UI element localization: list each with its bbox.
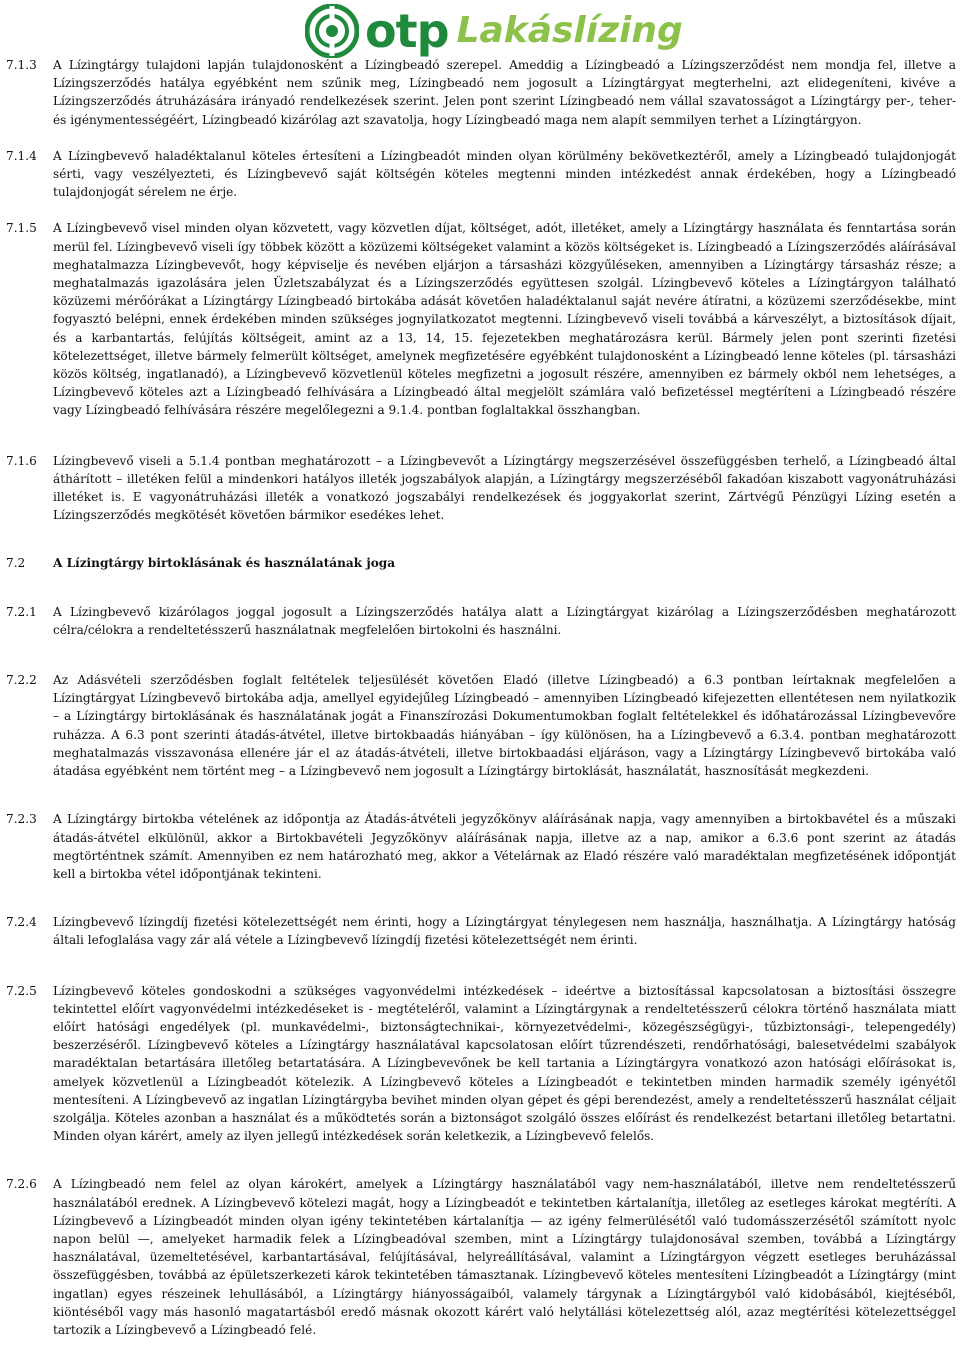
section-number: 7.2.2 xyxy=(6,673,37,688)
section-7-1-5 xyxy=(6,219,956,419)
otp-logo-icon xyxy=(305,4,359,58)
logo-lakaslizing-text: Lakáslízing xyxy=(456,10,683,51)
logo-otp-text: otp xyxy=(365,4,449,58)
section-number: 7.2 xyxy=(6,556,26,571)
section-text: Lízingbevevő lízingdíj fizetési kötelezettségét nem érinti, hogy a Lízingtárgyat ténylegesen nem használja, használhatja. A Lízingtárgy hatóság általi lefoglalása vagy zár alá vétele a Lízingbevevő lízingdíj fizetési kötelezettségét nem érinti. xyxy=(53,915,956,948)
section-7-2-2 xyxy=(6,671,956,780)
section-7-1-4 xyxy=(6,147,956,202)
section-text: A Lízingbeadó nem felel az olyan károkért, amelyek a Lízingtárgy használatából vagy nem-használatából, illetve nem rendeltetésszerű használatából erednek. A Lízingbevevő kötelezi magát, hogy a Lízingbeadót e tekintetben kártalanítja, illetőleg az esetleges károkat megtéríti. A Lízingbevevő a Lízingbeadót minden olyan igény tekintetében kártalanítja — az igény felmerülésétől való tudomásszerzésétől számított nyolc napon belül —, amelyeket harmadik felek a Lízingbeadóval szemben, mint a Lízingtárgy tulajdonosával szemben, továbbá a Lízingtárgy használatával, üzemeltetésével, karbantartásával, felújításával, helyreállításával, valamint a Lízingtárgyon végzett esetleges beruházással összefüggésben, továbbá az épületszerkezeti károk tekintetében támasztanak. Lízingbevevő köteles mentesíteni Lízingbeadót a Lízingtárgy (mint ingatlan) egyes részeinek lehullásából, a Lízingtárgy hiányosságaiból, valamely tárgynak a Lízingtárgyból való kidobásából, kiejtéséből, kiöntéséből vagy más hasonló magatartásból eredő másnak okozott kárért való helytállási kötelezettség alól, azaz megtérítési kötelezettséggel tartozik a Lízingbevevő a Lízingbeadó felé. xyxy=(53,1177,956,1337)
section-text: A Lízingbevevő visel minden olyan közvetett, vagy közvetlen díjat, költséget, adót, illetéket, amely a Lízingtárgy használata és fenntartása során merül fel. Lízingbevevő viseli így többek között a közüzemi költségeket valamint a közös költségeket is. Lízingbeadó a Lízingszerződés aláírásával meghatalmazza Lízingbevevőt, hogy képviselje és nevében eljárjon a társasházi közgyűléseken, amennyiben a Lízingtárgy társasház része; a meghatalmazás igazolására jelen Üzletszabályzat és a Lízingszerződés együttesen szolgál. Lízingbevevő köteles a Lízingtárgyon található közüzemi mérőórákat a Lízingtárgy Lízingbeadó birtokába adását követően haladéktalanul saját nevére átíratni, a közüzemi szerződésekbe, mint fogyasztó belépni, ennek érdekében minden szükséges jognyilatkozatot megtenni. Lízingbevevő viseli továbbá a kárveszélyt, a biztosítások díjait, és a karbantartás, felújítás költségeit, amint az a 13, 14, 15. fejezetekben meghatározásra kerül. Bármely jelen pont szerinti fizetési kötelezettséget, illetve bármely felmerült költséget, amelynek megfizetésére egyébként tulajdonosként a Lízingbeadó lenne köteles (pl. társasházi közös költség, ingatlanadó), a Lízingbevevő közvetlenül köteles megfizetni a jogosult részére, amennyiben ez bármely okból nem lehetséges, a Lízingbevevő köteles azt a Lízingbeadó felhívására a Lízingbeadó által megjelölt számlára való befizetéssel megtéríteni a Lízingbeadó részére vagy Lízingbeadó felhívására részére megelőlegezni a 9.1.4. pontban foglaltakkal összhangban. xyxy=(53,221,956,418)
section-7-2-3 xyxy=(6,810,956,883)
section-text: A Lízingtárgy tulajdoni lapján tulajdonosként a Lízingbeadó szerepel. Ameddig a Lízingbeadó a Lízingszerződést nem mondja fel, illetve a Lízingszerződés hatálya egyébként nem szűnik meg, Lízingbeadó nem jogosult a Lízingtárgyat megterhelni, azt elidegeníteni, kivéve a Lízingszerződés átruházására irányadó rendelkezések szerint. Jelen pont szerint Lízingbeadó nem vállal szavatosságot a Lízingtárgy per-, teher- és igénymentességéért, Lízingbeadó kizárólag azt szavatolja, hogy Lízingbeadó maga nem alapít semmilyen terhet a Lízingtárgyon. xyxy=(53,58,956,127)
section-heading-7-2 xyxy=(6,554,956,572)
section-text: Lízingbevevő viseli a 5.1.4 pontban meghatározott – a Lízingbevevőt a Lízingtárgy megszerzésével összefüggésben terhelő, a Lízingbeadó által áthárított – illetéken felül a mindenkori hatályos illeték jogszabályok alapján, a Lízingtárgy megszerzéséből fakadóan kiszabott vagyonátruházási illetéket is. E vagyonátruházási illeték a vonatkozó jogszabályi rendelkezések és joggyakorlat szerint, Zártvégű Pénzügyi Lízing esetén a Lízingszerződés megkötését követően bármikor esedékes lehet. xyxy=(53,453,956,523)
section-number: 7.1.5 xyxy=(6,221,37,236)
section-number: 7.2.3 xyxy=(6,812,37,827)
section-number: 7.2.5 xyxy=(6,983,37,998)
section-number: 7.1.6 xyxy=(6,453,37,468)
section-7-2-4 xyxy=(6,913,956,949)
section-number: 7.2.6 xyxy=(6,1177,37,1192)
section-7-2-1 xyxy=(6,603,956,639)
section-7-2-5 xyxy=(6,982,956,1146)
document-body xyxy=(6,56,956,1339)
section-heading: A Lízingtárgy birtoklásának és használatának joga xyxy=(53,556,396,571)
section-7-1-6 xyxy=(6,452,956,525)
section-7-2-6 xyxy=(6,1175,956,1339)
section-number: 7.2.4 xyxy=(6,915,37,930)
section-text: Lízingbevevő köteles gondoskodni a szükséges vagyonvédelmi intézkedések – ideértve a biztosítással kapcsolatosan a biztosítási összegre tekintettel előírt vagyonvédelmi intézkedéseket is - megtételéről, valamint a Lízingtárgynak a rendeltetésszerű célokra történő használata miatt előírt hatósági engedélyek (pl. munkavédelmi-, biztonságtechnikai-, környezetvédelmi-, közegészségügyi-, tűzbiztonsági-, telepengedély) beszerzéséről. Lízingbevevő köteles a Lízingtárgy használatával kapcsolatosan előírt tűzrendészeti, rendőrhatósági, balesetvédelmi szabályok maradéktalan betartására illetőleg betartatására. A Lízingbevevőnek be kell tartania a Lízingtárgyra vonatkozó azon hatósági előírásokat is, amelyek közvetlenül a Lízingbeadót kötelezik. A Lízingbevevő köteles a Lízingbeadót e tekintetben minden harmadik személy igényétől mentesíteni. A Lízingbevevő az ingatlan Lízingtárgyba bevihet minden olyan gépet és gépi berendezést, amely a rendeltetésszerű használat céljait szolgálja. Köteles azonban a használat és a működtetés során a biztonságot szolgáló összes előírást és rendelkezést betartani illetőleg betartatni. Minden olyan kárért, amely az ilyen jellegű intézkedések során keletkezik, a Lízingbevevő felelős. xyxy=(53,983,956,1144)
section-number: 7.1.3 xyxy=(6,58,37,72)
section-text: A Lízingbevevő kizárólagos joggal jogosult a Lízingszerződés hatálya alatt a Lízingtárgyat kizárólag a Lízingszerződésben meghatározott célra/célokra a rendeltetésszerű használatnak megfelelően birtokolni és használni. xyxy=(53,604,956,637)
section-number: 7.2.1 xyxy=(6,604,37,619)
section-7-1-3 xyxy=(6,56,956,129)
section-text: A Lízingbevevő haladéktalanul köteles értesíteni a Lízingbeadót minden olyan körülmény bekövetkeztéről, amely a Lízingbeadó tulajdonjogát sérti, vagy veszélyezteti, és Lízingbevevő saját költségén köteles megtenni minden intézkedést annak érdekében, hogy a Lízingbeadó tulajdonjogát sérelem ne érje. xyxy=(53,148,956,200)
section-number: 7.1.4 xyxy=(6,148,37,163)
section-text: A Lízingtárgy birtokba vételének az időpontja az Átadás-átvételi jegyzőkönyv aláírásának napja, vagy amennyiben a birtokbavétel és a műszaki átadás-átvétel elkülönül, akkor a Birtokbavételi Jegyzőkönyv aláírásának napja, illetve az a nap, amikor a 6.3.6 pont szerint az átadás megtörténtnek számít. Amennyiben ez nem határozható meg, akkor a Vételárnak az Eladó részére való maradéktalan megfizetésének időpontját kell a birtokba vétel időpontjának tekinteni. xyxy=(53,812,956,881)
otp-lakaslizing-logo xyxy=(305,0,683,62)
section-text: Az Adásvételi szerződésben foglalt feltételek teljesülését követően Eladó (illetve Lízingbeadó) a 6.3 pontban leírtaknak megfelelően a Lízingtárgyat Lízingbevevő birtokába adja, amellyel egyidejűleg Lízingbeadó – amennyiben Lízingbeadó kifejezetten ellentétesen nem nyilatkozik – a Lízingtárgy birtoklásának és használatának jogát a Finanszírozási Dokumentumokban foglalt feltételekkel és időhatározással Lízingbevevőre ruházza. A 6.3 pont szerinti átadás-átvétel, illetve birtokbaadás hiányában – így különösen, ha a Lízingbevevő a 6.3.4. pontban meghatározott meghatalmazás visszavonása ellenére jár el az átadás-átvételi, illetve birtokbaadási eljáráson, vagy a Lízingtárgy Lízingbevevő birtokába való átadása egyébként nem történt meg – a Lízingbevevő nem jogosult a Lízingtárgy birtoklását, használatát, hasznosítását megkezdeni. xyxy=(53,673,956,779)
